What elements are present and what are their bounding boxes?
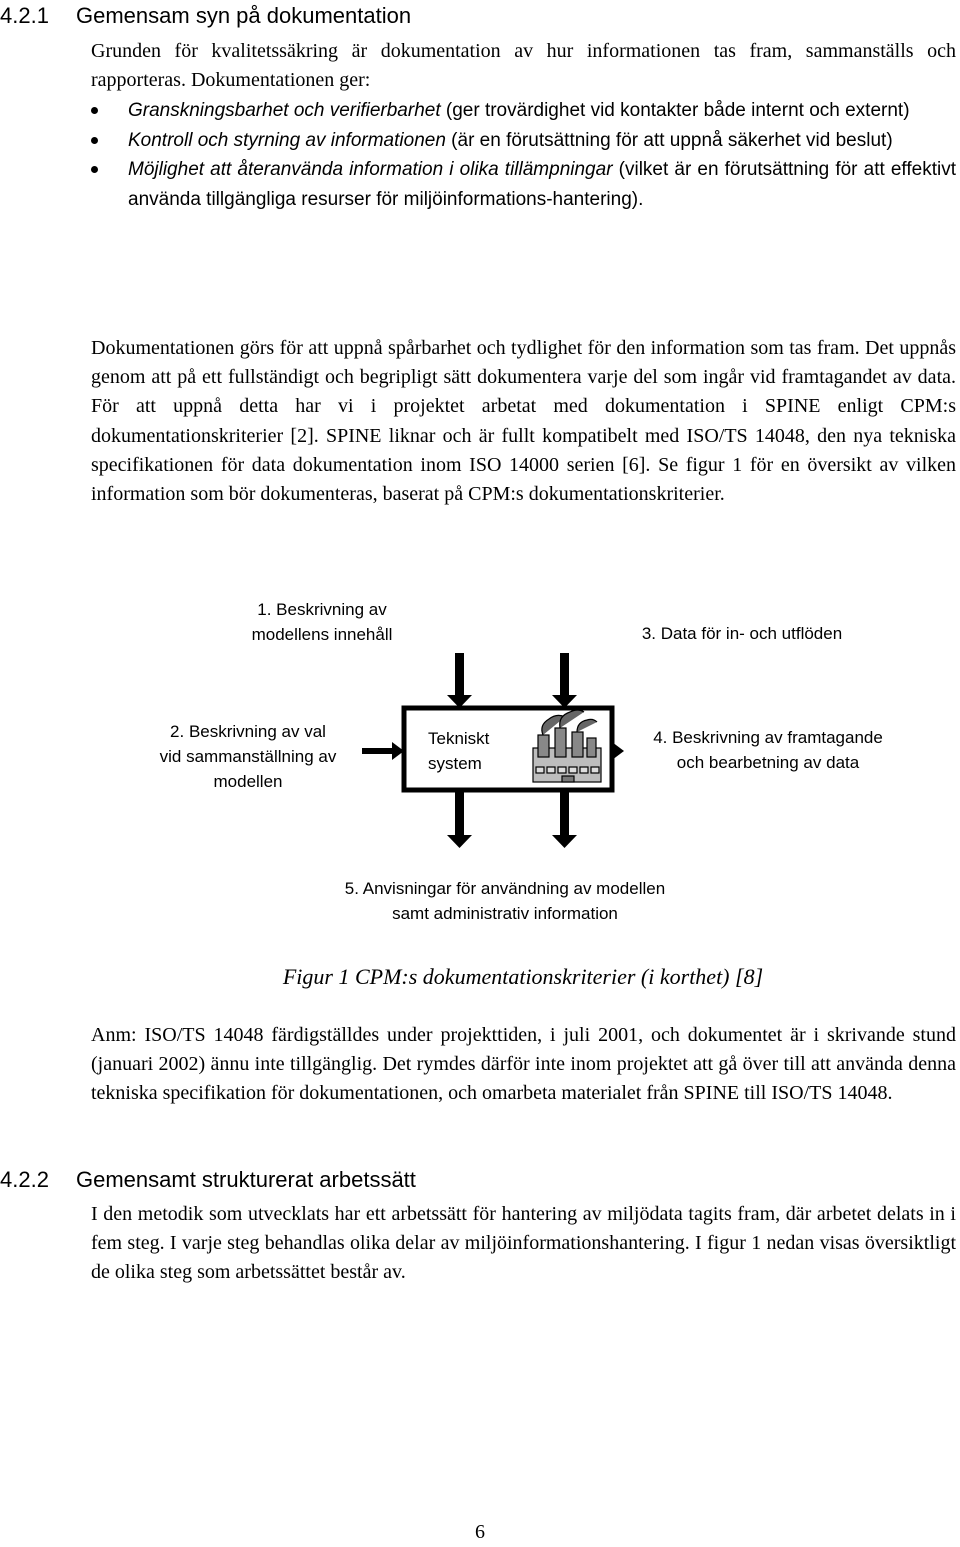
bottom-arrows (447, 790, 577, 848)
label-line: 1. Beskrivning av (257, 600, 387, 619)
section-heading-4-2-2 (0, 1166, 416, 1194)
label-line: modellens innehåll (251, 625, 393, 644)
label-line: system (428, 754, 482, 773)
label-line: Tekniskt (428, 729, 490, 748)
documentation-paragraph: Dokumentationen görs för att uppnå spårbarhet och tydlighet för den information som tas fram. Det uppnås genom att på ett fullständigt och begripligt sätt dokumentera varje del som ingår vid framtagandet av data. För att uppnå detta har vi i projektet arbetat med dokumentation i SPINE enligt CPM:s dokumentationskriterier [2]. SPINE liknar och är fullt kompatibelt med ISO/TS 14048, den nya tekniska specifikationen för data dokumentation inom ISO 14000 serien [6]. Se figur 1 för en översikt av vilken information som bör dokumenteras, baserat på CPM:s dokumentationskriterier. (91, 337, 956, 506)
workflow-paragraph: I den metodik som utvecklats har ett arbetssätt för hantering av miljödata tagits fram, där arbetet delats in i fem steg. I varje steg behandlas olika delar av miljöinformationshantering. I figur 1 nedan visas översiktligt de olika steg som arbetssättet består av. (91, 1203, 956, 1284)
list-item-italic: Möjlighet att återanvända information i olika tillämpningar (128, 159, 613, 180)
intro-paragraph: Grunden för kvalitetssäkring är dokumentation av hur informationen tas fram, sammanställs och rapporteras. Dokumentationen ger: (91, 40, 956, 92)
label-line: 3. Data för in- och utflöden (641, 624, 843, 643)
label-usage-instructions (290, 876, 720, 926)
label-data-flows (612, 621, 872, 646)
list-item-text: (vilket är en förutsättning för att effektivt använda tillgängliga resurser för miljöinformations-hantering). (128, 159, 956, 210)
label-technical-system (428, 726, 528, 776)
figure-cpm-criteria (0, 590, 960, 935)
label-processing (628, 725, 908, 775)
figure-caption: Figur 1 CPM:s dokumentationskriterier (i korthet) [8] (282, 964, 764, 989)
label-model-content (230, 597, 414, 647)
list-item-italic: Granskningsbarhet och verifierbarhet (128, 100, 441, 121)
section-title: Gemensamt strukturerat arbetssätt (76, 1167, 416, 1192)
list-item (91, 126, 956, 156)
label-line: 4. Beskrivning av framtagande (653, 728, 883, 747)
list-item-text: (är en förutsättning för att uppnå säkerhet vid beslut) (445, 129, 893, 151)
list-item (91, 155, 956, 214)
list-item-italic: Kontroll och styrning av informationen (128, 129, 446, 151)
label-line: 2. Beskrivning av val (170, 722, 326, 741)
section-number: 4.2.2 (0, 1167, 49, 1192)
list-item-text: (ger trovärdighet vid kontakter både internt och externt) (440, 100, 910, 121)
note-paragraph: Anm: ISO/TS 14048 färdigställdes under projekttiden, i juli 2001, och dokumentet är i skrivande stund (januari 2002) ännu inte tillgänglig. Det rymdes därför inte inom projektet att gå över till att använda denna tekniska specifikation för dokumentationen, och omarbeta materialet från SPINE till ISO/TS 14048. (91, 1024, 956, 1105)
top-arrows (447, 653, 577, 708)
label-line: modellen (213, 772, 283, 791)
label-line: samt administrativ information (392, 904, 618, 923)
benefits-list (91, 96, 956, 214)
label-line: 5. Anvisningar för användning av modellen (344, 879, 666, 898)
page-number: 6 (475, 1521, 485, 1543)
label-compilation-choices (128, 719, 368, 794)
section-heading-4-2-1 (0, 2, 411, 30)
list-item (91, 96, 956, 126)
label-line: och bearbetning av data (676, 753, 860, 772)
label-line: vid sammanställning av (159, 747, 337, 766)
section-number: 4.2.1 (0, 3, 49, 28)
section-title: Gemensam syn på dokumentation (76, 3, 412, 28)
